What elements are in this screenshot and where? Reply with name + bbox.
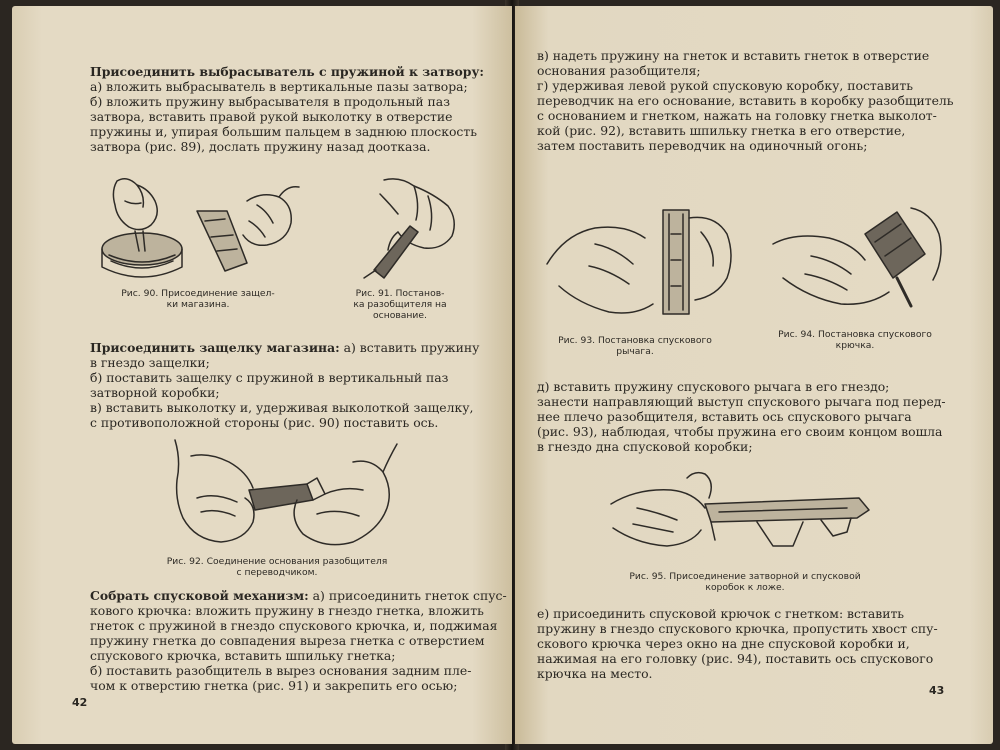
section-latch-heading: Присоединить защелку магазина: [90, 340, 340, 355]
text-line: в) надеть пружину на гнеток и вставить гнеток в отверстие [537, 48, 930, 63]
text-line: занести направляющий выступ спускового рычага под перед- [537, 394, 946, 409]
text-line: а) вложить выбрасыватель в вертикальные пазы затвора; [90, 79, 468, 94]
text-line: е) присоединить спусковой крючок с гнетком: вставить [537, 606, 905, 621]
text-line: г) удерживая левой рукой спусковую коробку, поставить [537, 78, 914, 93]
left-page [12, 6, 512, 744]
caption-line: коробок к ложе. [705, 582, 785, 593]
figure-95-drawing [607, 468, 887, 568]
figure-93-drawing [545, 204, 735, 322]
text-fragment: а) присоединить гнеток спус- [308, 588, 507, 603]
figure-91-caption [330, 288, 470, 321]
text-line: спускового крючка, вставить шпильку гнетка; [90, 648, 396, 663]
text-line: с противоположной стороны (рис. 90) поставить ось. [90, 415, 439, 430]
text-line: пружину в гнездо спускового крючка, пропустить хвост спу- [537, 621, 938, 636]
text-line: б) вложить пружину выбрасывателя в продольный паз [90, 94, 450, 109]
figure-90-caption [108, 288, 288, 310]
section-latch [90, 340, 480, 430]
caption-line: Рис. 95. Присоединение затворной и спусковой [629, 571, 861, 582]
text-line: затвора, вставить правой рукой выколотку в отверстие [90, 109, 453, 124]
section-bolt-heading: Присоединить выбрасыватель с пружиной к затвору: [90, 64, 484, 79]
caption-line: Рис. 91. Постанов- [355, 288, 445, 299]
text-line: гнеток с пружиной в гнездо спускового крючка, и, поджимая [90, 618, 498, 633]
section-trigger-hook [537, 606, 957, 681]
text-line: б) поставить разобщитель в вырез основания задним пле- [90, 663, 472, 678]
page-number-right: 43 [929, 684, 945, 697]
section-continued [537, 48, 957, 153]
right-page [515, 6, 993, 744]
text-line: д) вставить пружину спускового рычага в его гнездо; [537, 379, 890, 394]
text-line: кой (рис. 92), вставить шпильку гнетка в его отверстие, [537, 123, 906, 138]
text-line: затворной коробки; [90, 385, 220, 400]
figure-94-caption [755, 329, 955, 351]
caption-line: Рис. 93. Постановка спускового [558, 335, 712, 346]
section-trigger-lever [537, 379, 957, 454]
caption-line: рычага. [616, 346, 654, 357]
figure-92-caption [142, 556, 412, 578]
text-line: в) вставить выколотку и, удерживая выколоткой защелку, [90, 400, 474, 415]
section-trigger-heading: Собрать спусковой механизм: [90, 588, 309, 603]
text-line: в гнездо защелки; [90, 355, 210, 370]
text-line: переводчик на его основание, вставить в коробку разобщитель [537, 93, 954, 108]
text-fragment: а) вставить пружину [339, 340, 480, 355]
caption-line: Рис. 94. Постановка спускового [778, 329, 932, 340]
text-line: в гнездо дна спусковой коробки; [537, 439, 753, 454]
caption-line: крючка. [835, 340, 875, 351]
caption-line: основание. [373, 310, 427, 321]
caption-line: ки магазина. [166, 299, 230, 310]
figure-95-caption [595, 571, 895, 593]
text-line: с основанием и гнетком, нажать на головку гнетка выколот- [537, 108, 937, 123]
text-line: (рис. 93), наблюдая, чтобы пружина его своим концом вошла [537, 424, 943, 439]
text-line: пружину гнетка до совпадения выреза гнетка с отверстием [90, 633, 485, 648]
text-line: крючка на место. [537, 666, 653, 681]
caption-line: с переводчиком. [236, 567, 318, 578]
figure-94-drawing [769, 194, 949, 322]
text-line: затвора (рис. 89), дослать пружину назад доотказа. [90, 139, 431, 154]
text-line: кового крючка: вложить пружину в гнездо гнетка, вложить [90, 603, 484, 618]
section-trigger [90, 588, 507, 693]
caption-line: ка разобщителя на [353, 299, 447, 310]
text-line: скового крючка через окно на дне спусковой коробки и, [537, 636, 910, 651]
text-line: чом к отверстию гнетка (рис. 91) и закрепить его осью; [90, 678, 458, 693]
figure-90-drawing [97, 171, 307, 286]
text-line: нее плечо разобщителя, вставить ось спускового рычага [537, 409, 912, 424]
text-line: нажимая на его головку (рис. 94), поставить ось спускового [537, 651, 934, 666]
text-line: основания разобщителя; [537, 63, 701, 78]
section-bolt [90, 64, 484, 154]
figure-92-drawing [157, 438, 407, 550]
caption-line: Рис. 90. Присоединение защел- [121, 288, 275, 299]
text-line: затем поставить переводчик на одиночный огонь; [537, 138, 868, 153]
figure-91-drawing [354, 174, 469, 286]
page-number-left: 42 [72, 696, 88, 709]
text-line: б) поставить защелку с пружиной в вертикальный паз [90, 370, 449, 385]
text-line: пружины и, упирая большим пальцем в заднюю плоскость [90, 124, 477, 139]
caption-line: Рис. 92. Соединение основания разобщителя [166, 556, 388, 567]
figure-93-caption [535, 335, 735, 357]
